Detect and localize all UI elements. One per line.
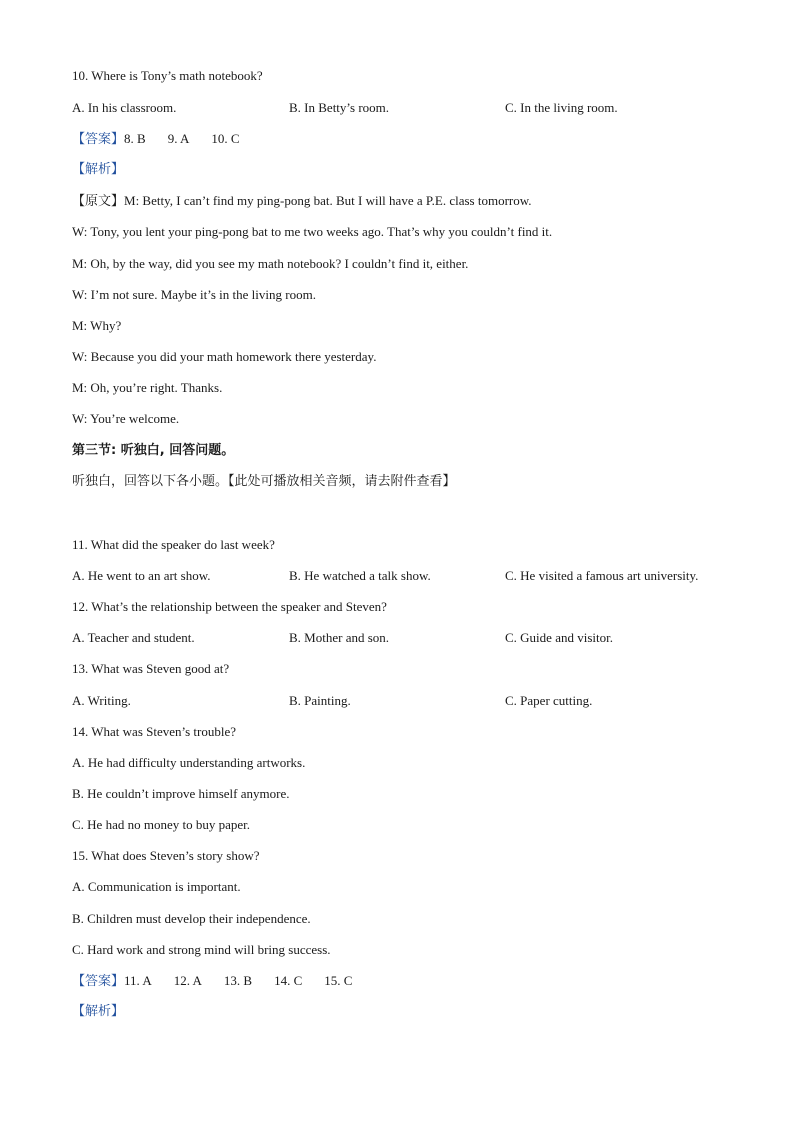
analysis-label-2: 【解析】: [72, 1004, 125, 1019]
q14-option-b: B. He couldn’t improve himself anymore.: [72, 786, 290, 801]
q15-question: 15. What does Steven’s story show?: [72, 848, 260, 863]
answer-item: 15. C: [324, 973, 353, 988]
q14-question: 14. What was Steven’s trouble?: [72, 724, 237, 739]
transcript-text: M: Betty, I can’t find my ping-pong bat. But I will have a P.E. class tomorrow.: [124, 193, 532, 208]
transcript-line-4: W: I’m not sure. Maybe it’s in the living room.: [72, 287, 316, 302]
answer-label: 【答案】: [72, 974, 125, 989]
q12-option-c: C. Guide and visitor.: [505, 630, 613, 645]
q11-option-a: A. He went to an art show.: [72, 568, 211, 583]
transcript-line-3: M: Oh, by the way, did you see my math notebook? I couldn’t find it, either.: [72, 256, 469, 271]
answer-item: 14. C: [274, 973, 303, 988]
q12-option-b: B. Mother and son.: [289, 630, 390, 645]
answer-line-1: [72, 131, 262, 148]
q15-option-c: C. Hard work and strong mind will bring success.: [72, 942, 331, 957]
q10-option-c: C. In the living room.: [505, 100, 618, 115]
q14-option-c: C. He had no money to buy paper.: [72, 817, 250, 832]
transcript-line-8: W: You’re welcome.: [72, 411, 180, 426]
analysis-label-1: 【解析】: [72, 162, 125, 177]
q15-option-b: B. Children must develop their independence.: [72, 911, 311, 926]
q11-option-b: B. He watched a talk show.: [289, 568, 431, 583]
q11-question: 11. What did the speaker do last week?: [72, 537, 275, 552]
transcript-line-2: W: Tony, you lent your ping-pong bat to me two weeks ago. That’s why you couldn’t find it.: [72, 224, 553, 239]
transcript-line-5: M: Why?: [72, 318, 122, 333]
answer-item: 8. B: [124, 131, 146, 146]
answer-item: 9. A: [167, 131, 190, 146]
q15-option-a: A. Communication is important.: [72, 879, 241, 894]
answer-item: 10. C: [211, 131, 240, 146]
q13-question: 13. What was Steven good at?: [72, 661, 230, 676]
answer-item: 12. A: [173, 973, 202, 988]
q13-option-a: A. Writing.: [72, 693, 131, 708]
q14-option-a: A. He had difficulty understanding artworks.: [72, 755, 306, 770]
q12-option-a: A. Teacher and student.: [72, 630, 195, 645]
section-instruction: 听独白，回答以下各小题。【此处可播放相关音频，请去附件查看】: [72, 474, 456, 489]
q13-option-b: B. Painting.: [289, 693, 351, 708]
q10-option-a: A. In his classroom.: [72, 100, 177, 115]
q10-option-b: B. In Betty’s room.: [289, 100, 390, 115]
transcript-line-7: M: Oh, you’re right. Thanks.: [72, 380, 223, 395]
answer-item: 11. A: [124, 973, 152, 988]
transcript-label: 【原文】: [72, 194, 125, 209]
section-title: 第三节: 听独白, 回答问题。: [72, 443, 235, 458]
transcript-line-1: [72, 193, 532, 210]
q11-option-c: C. He visited a famous art university.: [505, 568, 699, 583]
answer-item: 13. B: [223, 973, 253, 988]
transcript-line-6: W: Because you did your math homework there yesterday.: [72, 349, 377, 364]
q10-question: 10. Where is Tony’s math notebook?: [72, 68, 263, 83]
q12-question: 12. What’s the relationship between the speaker and Steven?: [72, 599, 387, 614]
answer-line-2: [72, 973, 374, 990]
q13-option-c: C. Paper cutting.: [505, 693, 593, 708]
answer-label: 【答案】: [72, 132, 125, 147]
